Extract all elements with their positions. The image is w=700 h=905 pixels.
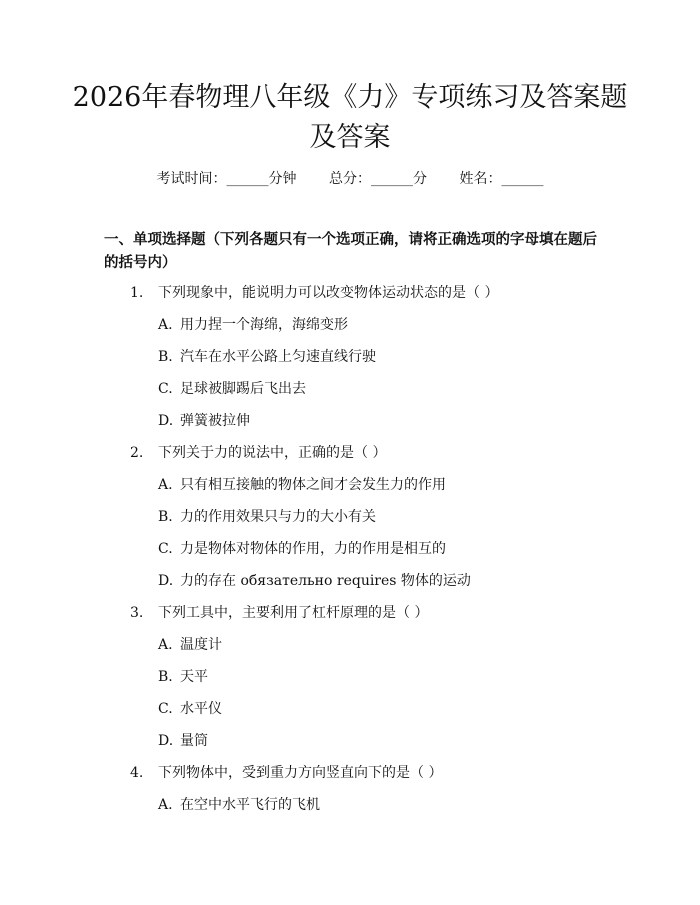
question-number: 1.	[130, 285, 144, 301]
option-text: 用力捏一个海绵，海绵变形	[180, 317, 348, 333]
option-text: 温度计	[180, 637, 222, 653]
question-4	[130, 762, 442, 782]
option-text: 只有相互接触的物体之间才会发生力的作用	[180, 477, 446, 493]
option-2c	[158, 538, 446, 558]
option-2d	[158, 570, 471, 590]
section-heading: 一、单项选择题（下列各题只有一个选项正确，请将正确选项的字母填在题后的括号内）	[104, 232, 597, 271]
option-3a	[158, 634, 222, 654]
option-3d	[158, 730, 208, 750]
option-text: 力的作用效果只与力的大小有关	[180, 509, 376, 525]
question-text: 下列物体中，受到重力方向竖直向下的是（ ）	[158, 765, 443, 781]
exam-name: 姓名：______	[459, 171, 544, 187]
question-number: 3.	[130, 605, 144, 621]
question-3	[130, 602, 428, 622]
option-label: B.	[158, 669, 173, 685]
option-text: 量筒	[180, 733, 208, 749]
option-text: 足球被脚踢后飞出去	[180, 381, 306, 397]
option-text: 汽车在水平公路上匀速直线行驶	[180, 349, 376, 365]
option-1b	[158, 346, 376, 366]
option-2b	[158, 506, 376, 526]
option-text: 弹簧被拉伸	[180, 413, 250, 429]
option-text: 力是物体对物体的作用，力的作用是相互的	[180, 541, 446, 557]
option-text: 在空中水平飞行的飞机	[180, 797, 320, 813]
option-1a	[158, 314, 348, 334]
option-label: C.	[158, 381, 173, 397]
option-label: D.	[158, 733, 174, 749]
question-text: 下列工具中，主要利用了杠杆原理的是（ ）	[158, 605, 429, 621]
question-2	[130, 442, 386, 462]
option-1d	[158, 410, 250, 430]
option-4a	[158, 794, 320, 814]
option-label: A.	[158, 637, 173, 653]
exam-time: 考试时间：______分钟	[156, 171, 297, 187]
option-2a	[158, 474, 446, 494]
option-3c	[158, 698, 222, 718]
document-title: 2026年春物理八年级《力》专项练习及答案题及答案	[72, 82, 628, 153]
question-number: 4.	[130, 765, 144, 781]
question-text: 下列现象中，能说明力可以改变物体运动状态的是（ ）	[158, 285, 499, 301]
option-text: 水平仪	[180, 701, 222, 717]
option-label: D.	[158, 573, 174, 589]
exam-meta	[0, 168, 700, 188]
question-text: 下列关于力的说法中，正确的是（ ）	[158, 445, 387, 461]
option-label: C.	[158, 541, 173, 557]
question-number: 2.	[130, 445, 144, 461]
option-text: 力的存在 обязательно requires 物体的运动	[180, 573, 471, 589]
option-text: 天平	[180, 669, 208, 685]
option-label: B.	[158, 349, 173, 365]
exam-score: 总分：______分	[329, 171, 427, 187]
option-label: A.	[158, 317, 173, 333]
option-label: A.	[158, 477, 173, 493]
option-label: C.	[158, 701, 173, 717]
question-1	[130, 282, 498, 302]
option-label: D.	[158, 413, 174, 429]
option-3b	[158, 666, 208, 686]
option-1c	[158, 378, 306, 398]
option-label: A.	[158, 797, 173, 813]
option-label: B.	[158, 509, 173, 525]
